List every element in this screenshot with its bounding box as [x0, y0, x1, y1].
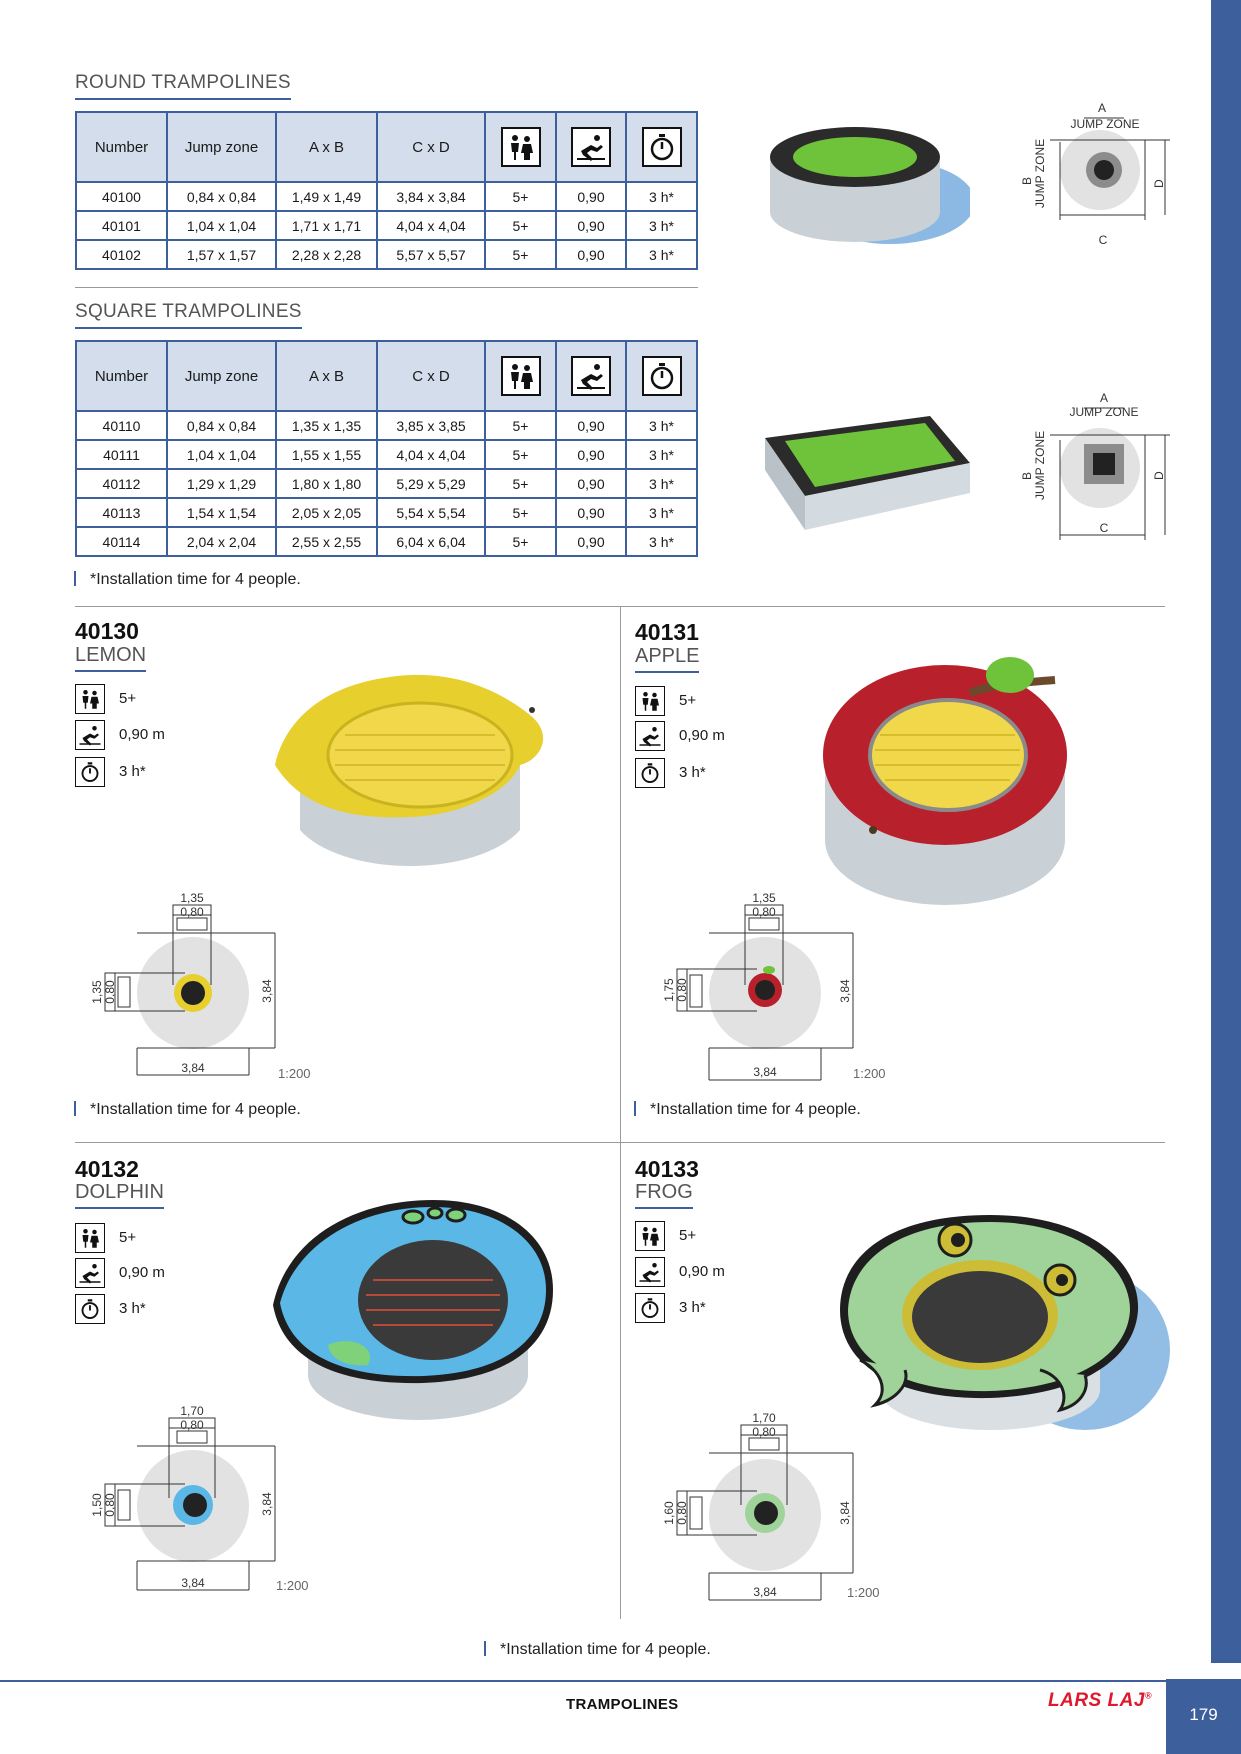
cell-number: 40110 — [76, 411, 167, 440]
dim-area-height: 3,84 — [260, 979, 274, 1003]
age-value: 5+ — [679, 692, 697, 709]
cell-number: 40102 — [76, 240, 167, 269]
jump-zone-label: JUMP ZONE — [1069, 405, 1139, 419]
dim-outer-height: 1,75 — [662, 978, 676, 1002]
dim-outer-width: 1,35 — [180, 891, 204, 905]
install-note-text: *Installation time for 4 people. — [90, 571, 301, 588]
apple-trampoline-illustration — [820, 655, 1075, 910]
install-value: 3 h* — [679, 1299, 706, 1316]
dim-label-c: C — [1098, 233, 1108, 247]
lemon-trampoline-illustration — [265, 665, 555, 897]
col-install-header — [626, 341, 697, 411]
cell-jump-zone: 1,29 x 1,29 — [167, 469, 276, 498]
product-number: 40130 — [75, 618, 139, 644]
product-name: DOLPHIN — [75, 1181, 164, 1209]
dim-outer-width: 1,70 — [180, 1404, 204, 1418]
footer-rule — [0, 1680, 1166, 1682]
install-note-text: *Installation time for 4 people. — [90, 1101, 301, 1118]
install-note — [634, 1101, 861, 1119]
table-row — [76, 211, 697, 240]
cell-install: 3 h* — [626, 240, 697, 269]
product-name: LEMON — [75, 644, 146, 672]
dim-inner-width: 0,80 — [180, 1418, 204, 1432]
jump-zone-vertical-label: JUMP ZONE — [1033, 430, 1047, 500]
cell-number: 40111 — [76, 440, 167, 469]
cell-install: 3 h* — [626, 498, 697, 527]
side-accent-bar — [1211, 0, 1241, 1663]
cell-number: 40113 — [76, 498, 167, 527]
cell-fall-height: 0,90 — [556, 527, 626, 556]
round-section-title: ROUND TRAMPOLINES — [75, 72, 291, 100]
stopwatch-icon — [642, 356, 682, 396]
col-number-header: Number — [76, 112, 167, 182]
jump-zone-vertical-label: JUMP ZONE — [1033, 138, 1047, 208]
cell-age: 5+ — [485, 469, 556, 498]
age-value: 5+ — [119, 690, 137, 707]
cell-age: 5+ — [485, 440, 556, 469]
fall-height-value: 0,90 m — [679, 727, 725, 744]
drawing-scale: 1:200 — [278, 1066, 311, 1081]
dim-label-a: A — [1099, 391, 1109, 405]
fall-height-icon — [75, 720, 105, 750]
children-age-icon — [501, 356, 541, 396]
drawing-scale: 1:200 — [853, 1066, 886, 1081]
cell-install: 3 h* — [626, 182, 697, 211]
table-row — [76, 411, 697, 440]
dim-outer-height: 1,60 — [662, 1501, 676, 1525]
cell-axb: 1,55 x 1,55 — [276, 440, 377, 469]
col-jump-zone-header: Jump zone — [167, 112, 276, 182]
cell-number: 40114 — [76, 527, 167, 556]
cell-cxd: 4,04 x 4,04 — [377, 440, 485, 469]
cell-jump-zone: 1,04 x 1,04 — [167, 440, 276, 469]
stopwatch-icon — [75, 757, 105, 787]
cell-age: 5+ — [485, 411, 556, 440]
divider — [75, 287, 698, 288]
drawing-scale: 1:200 — [847, 1585, 880, 1600]
fall-height-icon — [635, 721, 665, 751]
col-axb-header: A x B — [276, 112, 377, 182]
col-fall-height-header — [556, 341, 626, 411]
column-divider — [620, 606, 621, 1619]
cell-age: 5+ — [485, 182, 556, 211]
dim-area-height: 3,84 — [838, 1501, 852, 1525]
cell-install: 3 h* — [626, 211, 697, 240]
dim-area-width: 3,84 — [753, 1065, 777, 1079]
round-trampoline-illustration — [760, 112, 970, 262]
frog-dimension-drawing — [645, 1405, 895, 1605]
cell-age: 5+ — [485, 240, 556, 269]
children-age-icon — [635, 686, 665, 716]
cell-cxd: 5,57 x 5,57 — [377, 240, 485, 269]
cell-axb: 2,05 x 2,05 — [276, 498, 377, 527]
cell-axb: 2,55 x 2,55 — [276, 527, 377, 556]
col-number-header: Number — [76, 341, 167, 411]
cell-fall-height: 0,90 — [556, 440, 626, 469]
page-number: 179 — [1189, 1705, 1218, 1724]
brand-name: LARS LAJ — [1048, 1690, 1145, 1711]
table-row — [76, 440, 697, 469]
frog-trampoline-illustration — [830, 1210, 1175, 1435]
square-section-title: SQUARE TRAMPOLINES — [75, 301, 302, 329]
cell-axb: 1,80 x 1,80 — [276, 469, 377, 498]
cell-number: 40100 — [76, 182, 167, 211]
square-spec-table — [75, 340, 698, 557]
cell-fall-height: 0,90 — [556, 211, 626, 240]
fall-height-icon — [635, 1257, 665, 1287]
dim-inner-width: 0,80 — [180, 905, 204, 919]
lemon-dimension-drawing — [85, 885, 335, 1085]
install-value: 3 h* — [119, 763, 146, 780]
drawing-scale: 1:200 — [276, 1578, 309, 1593]
product-name: FROG — [635, 1181, 693, 1209]
cell-fall-height: 0,90 — [556, 411, 626, 440]
col-axb-header: A x B — [276, 341, 377, 411]
dim-area-width: 3,84 — [181, 1061, 205, 1075]
dim-outer-height: 1,50 — [90, 1493, 104, 1517]
dim-inner-width: 0,80 — [752, 1425, 776, 1439]
cell-jump-zone: 1,54 x 1,54 — [167, 498, 276, 527]
children-age-icon — [75, 1223, 105, 1253]
stopwatch-icon — [642, 127, 682, 167]
table-row — [76, 240, 697, 269]
cell-cxd: 5,54 x 5,54 — [377, 498, 485, 527]
cell-axb: 1,71 x 1,71 — [276, 211, 377, 240]
dim-inner-width: 0,80 — [752, 905, 776, 919]
cell-install: 3 h* — [626, 440, 697, 469]
table-row — [76, 498, 697, 527]
age-value: 5+ — [679, 1227, 697, 1244]
fall-height-icon — [571, 127, 611, 167]
children-age-icon — [501, 127, 541, 167]
dim-inner-height: 0,80 — [103, 1493, 117, 1517]
cell-cxd: 3,85 x 3,85 — [377, 411, 485, 440]
col-fall-height-header — [556, 112, 626, 182]
install-note — [74, 571, 301, 589]
fall-height-icon — [571, 356, 611, 396]
cell-age: 5+ — [485, 527, 556, 556]
square-dimension-diagram — [1020, 390, 1170, 540]
jump-zone-label: JUMP ZONE — [1070, 117, 1140, 131]
install-value: 3 h* — [119, 1300, 146, 1317]
dim-area-width: 3,84 — [181, 1576, 205, 1590]
square-trampoline-illustration — [760, 408, 975, 538]
cell-fall-height: 0,90 — [556, 240, 626, 269]
children-age-icon — [75, 684, 105, 714]
table-row — [76, 469, 697, 498]
col-cxd-header: C x D — [377, 341, 485, 411]
dim-label-b: B — [1020, 176, 1034, 185]
dolphin-trampoline-illustration — [268, 1195, 563, 1425]
round-dimension-diagram — [1020, 100, 1170, 250]
dim-inner-height: 0,80 — [675, 1501, 689, 1525]
dim-outer-height: 1,35 — [90, 980, 104, 1004]
cell-fall-height: 0,90 — [556, 182, 626, 211]
col-cxd-header: C x D — [377, 112, 485, 182]
cell-cxd: 5,29 x 5,29 — [377, 469, 485, 498]
fall-height-icon — [75, 1258, 105, 1288]
cell-install: 3 h* — [626, 469, 697, 498]
cell-age: 5+ — [485, 211, 556, 240]
cell-install: 3 h* — [626, 411, 697, 440]
cell-axb: 2,28 x 2,28 — [276, 240, 377, 269]
cell-fall-height: 0,90 — [556, 469, 626, 498]
dim-inner-height: 0,80 — [675, 978, 689, 1002]
product-number: 40132 — [75, 1156, 139, 1182]
cell-jump-zone: 2,04 x 2,04 — [167, 527, 276, 556]
fall-height-value: 0,90 m — [119, 726, 165, 743]
cell-fall-height: 0,90 — [556, 498, 626, 527]
install-note-text: *Installation time for 4 people. — [650, 1101, 861, 1118]
col-age-header — [485, 112, 556, 182]
cell-cxd: 6,04 x 6,04 — [377, 527, 485, 556]
stopwatch-icon — [635, 758, 665, 788]
col-jump-zone-header: Jump zone — [167, 341, 276, 411]
cell-age: 5+ — [485, 498, 556, 527]
install-note — [484, 1641, 711, 1659]
stopwatch-icon — [75, 1294, 105, 1324]
fall-height-value: 0,90 m — [679, 1263, 725, 1280]
col-install-header — [626, 112, 697, 182]
cell-install: 3 h* — [626, 527, 697, 556]
table-row — [76, 527, 697, 556]
cell-cxd: 3,84 x 3,84 — [377, 182, 485, 211]
apple-dimension-drawing — [645, 885, 895, 1085]
col-age-header — [485, 341, 556, 411]
cell-cxd: 4,04 x 4,04 — [377, 211, 485, 240]
install-note — [74, 1101, 301, 1119]
page-number-box — [1166, 1679, 1241, 1754]
dim-label-c: C — [1099, 521, 1109, 535]
dim-inner-height: 0,80 — [103, 980, 117, 1004]
cell-jump-zone: 0,84 x 0,84 — [167, 182, 276, 211]
cell-number: 40101 — [76, 211, 167, 240]
children-age-icon — [635, 1221, 665, 1251]
cell-axb: 1,49 x 1,49 — [276, 182, 377, 211]
product-number: 40133 — [635, 1156, 699, 1182]
table-row — [76, 182, 697, 211]
cell-jump-zone: 0,84 x 0,84 — [167, 411, 276, 440]
dim-label-d: D — [1152, 179, 1166, 188]
fall-height-value: 0,90 m — [119, 1264, 165, 1281]
brand-logo — [1048, 1690, 1152, 1712]
dim-outer-width: 1,35 — [752, 891, 776, 905]
install-value: 3 h* — [679, 764, 706, 781]
brand-mark: ® — [1144, 1690, 1153, 1701]
dim-label-d: D — [1152, 471, 1166, 480]
product-number: 40131 — [635, 619, 699, 645]
dim-label-b: B — [1020, 471, 1034, 480]
dim-area-height: 3,84 — [838, 979, 852, 1003]
cell-jump-zone: 1,57 x 1,57 — [167, 240, 276, 269]
dim-area-height: 3,84 — [260, 1492, 274, 1516]
divider — [75, 1142, 1165, 1143]
cell-number: 40112 — [76, 469, 167, 498]
cell-jump-zone: 1,04 x 1,04 — [167, 211, 276, 240]
dim-area-width: 3,84 — [753, 1585, 777, 1599]
round-spec-table — [75, 111, 698, 270]
stopwatch-icon — [635, 1293, 665, 1323]
dim-outer-width: 1,70 — [752, 1411, 776, 1425]
product-name: APPLE — [635, 645, 699, 673]
footer-section-label: TRAMPOLINES — [566, 1696, 679, 1713]
age-value: 5+ — [119, 1229, 137, 1246]
cell-axb: 1,35 x 1,35 — [276, 411, 377, 440]
dolphin-dimension-drawing — [85, 1398, 335, 1598]
install-note-text: *Installation time for 4 people. — [500, 1641, 711, 1658]
dim-label-a: A — [1097, 101, 1107, 115]
